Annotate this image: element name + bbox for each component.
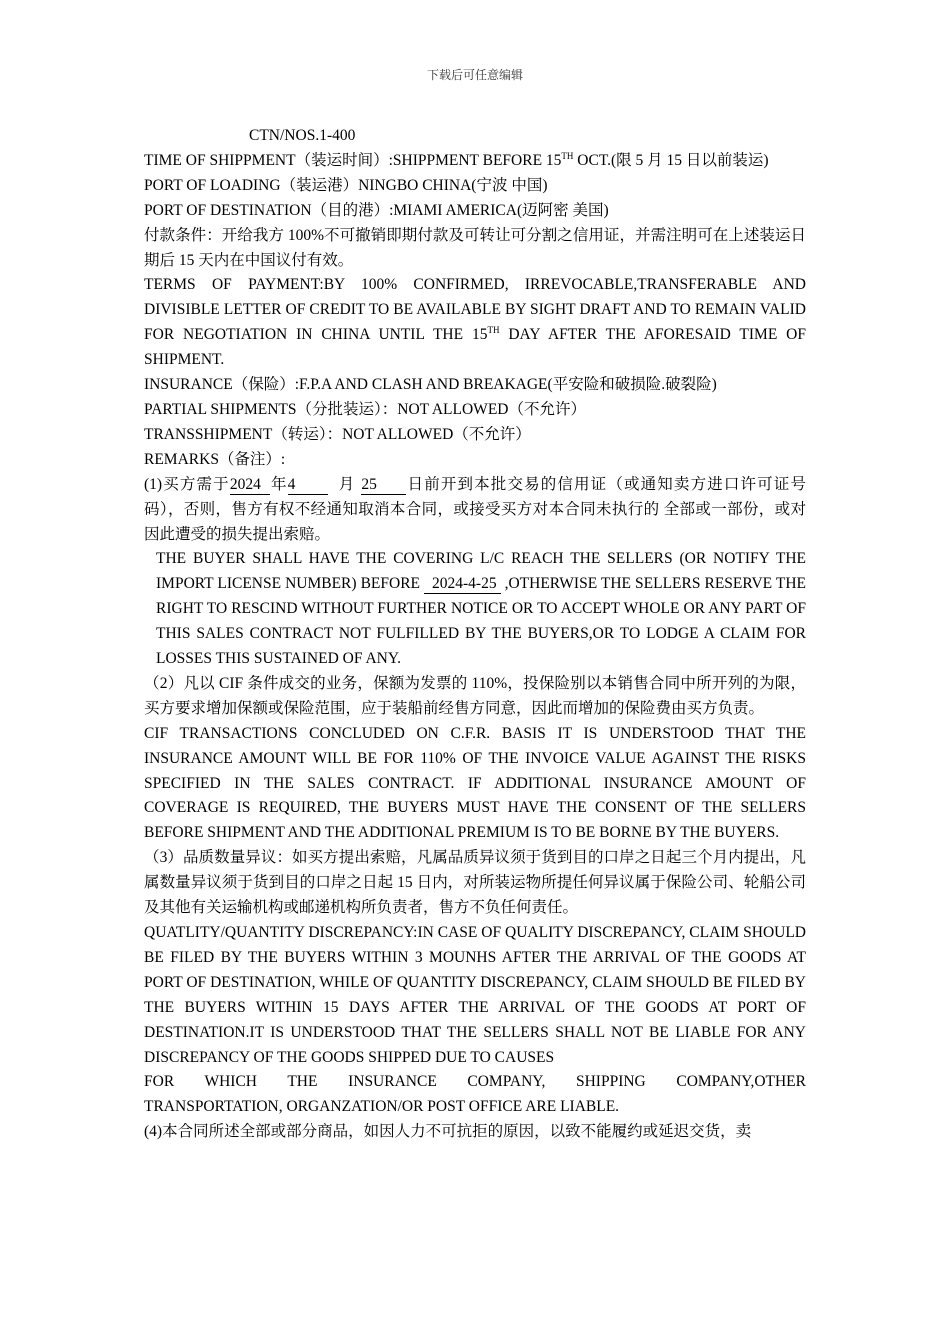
month-unit: 月 bbox=[337, 475, 356, 493]
payment-en-sup: TH bbox=[487, 325, 500, 336]
remarks-heading: REMARKS（备注）: bbox=[144, 450, 286, 468]
header-note: 下载后可任意编辑 bbox=[426, 68, 523, 82]
port-of-destination: PORT OF DESTINATION（目的港）:MIAMI AMERICA(迈阿密 美国) bbox=[144, 201, 609, 219]
ctn-line: CTN/NOS.1-400 bbox=[249, 127, 356, 144]
remark-1-en bbox=[144, 547, 806, 672]
payment-en-post: DAY AFTER THE AFORESAID TIME OF SHIPMENT. bbox=[144, 326, 806, 369]
insurance-line: INSURANCE（保险）:F.P.A AND CLASH AND BREAKAGE(平安险和破损险.破裂险) bbox=[144, 376, 717, 394]
lc-year-field: 2024 bbox=[230, 476, 270, 495]
shipment-value-post: OCT.(限 5 月 15 日以前装运) bbox=[573, 151, 769, 169]
shipment-value bbox=[393, 149, 806, 174]
port-of-loading: PORT OF LOADING（装运港）NINGBO CHINA(宁波 中国) bbox=[144, 176, 548, 194]
remark-2-cn: （2）凡以 CIF 条件成交的业务，保额为发票的 110%，投保险别以本销售合同中所开列的为限，买方要求增加保额或保险范围，应于装船前经售方同意，因此而增加的保险费由买方负责。 bbox=[144, 674, 806, 717]
lc-month-field: 4 bbox=[288, 476, 328, 495]
remark-1-en-pre: THE BUYER SHALL HAVE THE COVERING L/C REACH THE SELLERS (OR NOTIFY THE IMPORT LICENSE NUMBER) BEFORE bbox=[156, 550, 806, 593]
remark-3-en-spread: FOR WHICH THE INSURANCE COMPANY, SHIPPING COMPANY,OTHER bbox=[144, 1073, 806, 1091]
payment-terms-cn: 付款条件：开给我方 100%不可撤销即期付款及可转让可分割之信用证，并需注明可在上述装运日期后 15 天内在中国议付有效。 bbox=[144, 226, 806, 269]
shipment-label: TIME OF SHIPPMENT（装运时间）: bbox=[144, 151, 393, 169]
partial-shipments-line: PARTIAL SHIPMENTS（分批装运）：NOT ALLOWED（不允许） bbox=[144, 400, 586, 418]
remark-4-cn: (4)本合同所述全部或部分商品，如因人力不可抗拒的原因，以致不能履约或延迟交货，卖 bbox=[144, 1123, 752, 1141]
remark-1-cn-pre: (1)买方需于 bbox=[144, 475, 230, 493]
remark-3-en-last: TRANSPORTATION, ORGANZATION/OR POST OFFICE ARE LIABLE. bbox=[144, 1098, 620, 1116]
remark-3-cn: （3）品质数量异议：如买方提出索赔，凡属品质异议须于货到目的口岸之日起三个月内提出，凡属数量异议须于货到目的口岸之日起 15 日内，对所装运物所提任何异议属于保险公司、轮船公司及其他有关运输机构或邮递机构所负责者，售方不负任何责任。 bbox=[144, 849, 806, 917]
contract-body bbox=[144, 124, 806, 1145]
shipment-sup: TH bbox=[561, 150, 574, 161]
remark-2-en: CIF TRANSACTIONS CONCLUDED ON C.F.R. BASIS IT IS UNDERSTOOD THAT THE INSURANCE AMOUNT WILL BE FOR 110% OF THE INVOICE VALUE AGAINST THE RISKS SPECIFIED IN THE SALES CONTRACT. IF ADDITIONAL INSURANCE AMOUNT OF COVERAGE IS REQUIRED, THE BUYERS MUST HAVE THE CONSENT OF THE SELLERS BEFORE SHIPMENT AND THE ADDITIONAL PREMIUM IS TO BE BORNE BY THE BUYERS. bbox=[144, 724, 806, 842]
shipment-line bbox=[144, 149, 806, 174]
remark-3-en: QUATLITY/QUANTITY DISCREPANCY:IN CASE OF QUALITY DISCREPANCY, CLAIM SHOULD BE FILED BY THE BUYERS WITHIN 3 MOUNHS AFTER THE ARRIVAL OF THE GOODS AT PORT OF DESTINATION, WHILE OF QUANTITY DISCREPANCY, CLAIM SHOULD BE FILED BY THE BUYERS WITHIN 15 DAYS AFTER THE ARRIVAL OF THE GOODS AT PORT OF DESTINATION.IT IS UNDERSTOOD THAT THE SELLERS SHALL NOT BE LIABLE FOR ANY DISCREPANCY OF THE GOODS SHIPPED DUE TO CAUSES bbox=[144, 924, 806, 1066]
remark-1-cn-post: 日前开到本批交易的信用证（或通知卖方进口许可证号码），否则，售方有权不经通知取消本合同，或接受买方对本合同未执行的 全部或一部份，或对因此遭受的损失提出索赔。 bbox=[144, 475, 806, 543]
transshipment-line: TRANSSHIPMENT（转运）：NOT ALLOWED（不允许） bbox=[144, 425, 531, 443]
remark-1-en-post: ,OTHERWISE THE SELLERS RESERVE THE RIGHT TO RESCIND WITHOUT FURTHER NOTICE OR TO ACCEPT WHOLE OR ANY PART OF THIS SALES CONTRACT NOT FULFILLED BY THE BUYERS,OR TO LODGE A CLAIM FOR LOSSES THIS SUSTAINED OF ANY. bbox=[156, 575, 807, 668]
shipment-value-pre: SHIPPMENT BEFORE 15 bbox=[392, 151, 562, 169]
lc-deadline-date: 2024-4-25 bbox=[424, 575, 501, 594]
lc-day-field: 25 bbox=[361, 476, 406, 495]
remark-1-cn bbox=[144, 473, 806, 548]
payment-terms-en bbox=[144, 273, 806, 373]
payment-en-pre: TERMS OF PAYMENT:BY 100% CONFIRMED, IRREVOCABLE,TRANSFERABLE AND DIVISIBLE LETTER OF CREDIT TO BE AVAILABLE BY SIGHT DRAFT AND TO REMAIN VALID FOR NEGOTIATION IN CHINA UNTIL THE 15 bbox=[144, 276, 806, 344]
year-unit: 年 bbox=[269, 475, 288, 493]
